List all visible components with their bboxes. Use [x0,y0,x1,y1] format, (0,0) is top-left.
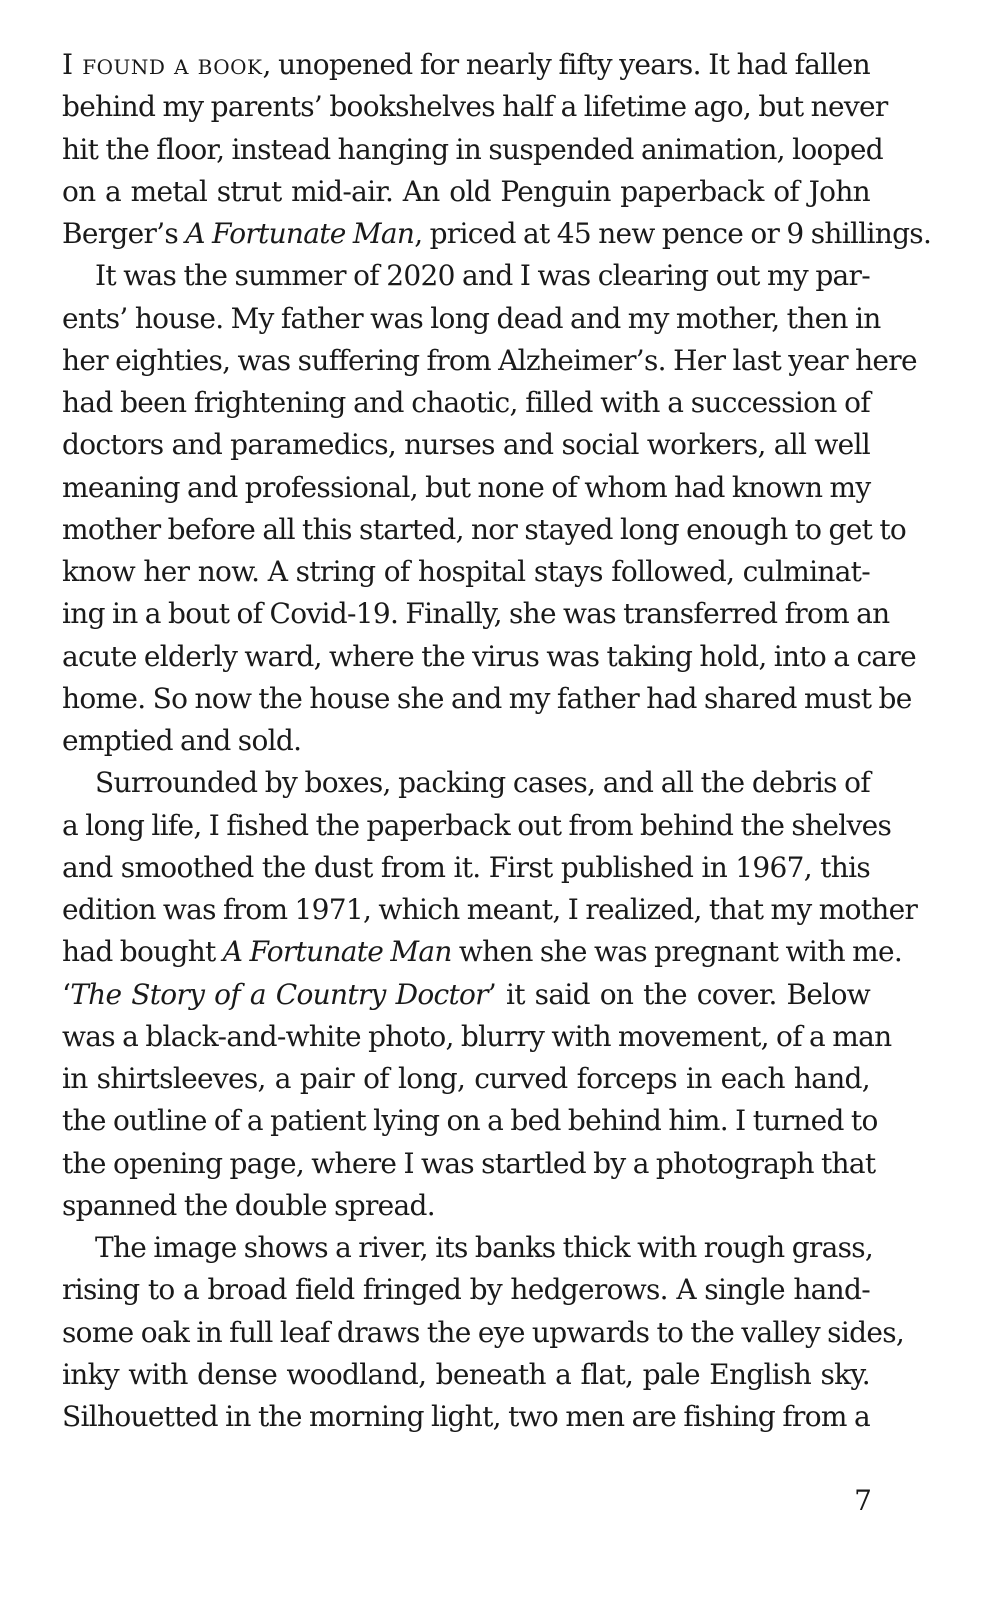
text-line [62,255,870,297]
text-line [62,44,870,86]
text-run: some oak in full leaf draws the eye upwards to the valley sides, [62,1315,905,1349]
text-line [62,86,888,128]
text-run: emptied and sold. [62,724,302,757]
text-line [62,1143,876,1185]
text-run: know her now. A string of hospital stays followed, culminat- [62,555,870,588]
text-line [62,1354,870,1396]
text-line [62,1016,892,1058]
text-run: spanned the double spread. [62,1188,435,1222]
text-line [62,382,870,424]
text-run: doctors and paramedics, nurses and social workers, all well [62,428,870,462]
text-line [62,129,883,171]
text-line [62,762,870,804]
text-line [62,931,903,973]
text-run: her eighties, was suffering from Alzheimer’s. Her last year here [62,343,917,377]
text-line [62,1058,870,1100]
text-line [62,509,907,551]
text-run: hit the floor, instead hanging in suspended animation, looped [62,132,883,166]
text-run: Silhouetted in the morning light, two men are fishing from a [62,1400,870,1433]
body-text [62,44,932,1438]
text-run: a long life, I fished the paperback out from behind the shelves [62,808,892,842]
italic-title: The Story of a Country Doctor [70,977,488,1011]
text-run: was a black-and-white photo, blurry with movement, of a man [62,1019,892,1053]
text-line [62,1396,870,1438]
text-run: behind my parents’ bookshelves half a lifetime ago, but never [62,90,888,124]
text-run: acute elderly ward, where the virus was taking hold, into a care [62,639,916,673]
text-line [62,298,881,340]
paragraph [62,255,917,762]
text-run: in shirtsleeves, a pair of long, curved forceps in each hand, [62,1062,870,1095]
text-run: meaning and professional, but none of whom had known my [62,470,871,504]
page-number: 7 [854,1484,872,1517]
text-line [62,1312,905,1354]
text-run: the outline of a patient lying on a bed behind him. I turned to [62,1104,878,1138]
text-run: Berger’s [62,217,186,250]
text-line [62,974,870,1016]
paragraph [62,44,932,255]
text-line [62,340,917,382]
text-line [62,720,870,762]
text-line [62,678,912,720]
text-run: home. So now the house she and my father had shared must be [62,681,912,715]
text-line [62,1100,878,1142]
text-line [62,1269,870,1311]
text-run: on a metal strut mid-air. An old Penguin paperback of John [62,174,870,208]
text-run: It was the summer of 2020 and I was clearing out my par- [95,259,870,293]
paragraph [62,762,918,1227]
text-run: rising to a broad field fringed by hedgerows. A single hand- [62,1273,870,1307]
text-run: ing in a bout of Covid-19. Finally, she was transferred from an [62,597,890,631]
text-run: and smoothed the dust from it. First published in 1967, this [62,850,870,884]
text-run: Surrounded by boxes, packing cases, and all the debris of [95,766,870,800]
text-line [62,171,870,213]
text-run: mother before all this started, nor stayed long enough to get to [62,512,907,546]
text-run: when she was pregnant with me. [451,935,903,969]
text-run: , unopened for nearly fifty years. It had fallen [262,48,871,81]
text-run: the opening page, where I was startled by a photograph that [62,1146,876,1180]
text-run: ents’ house. My father was long dead and my mother, then in [62,301,881,335]
text-line [62,551,870,593]
text-run: inky with dense woodland, beneath a flat, pale English sky. [62,1357,870,1391]
text-line [62,889,918,931]
text-line [62,805,892,847]
text-run: The image shows a river, its banks thick with rough grass, [95,1231,874,1264]
text-run: ’ it said on the cover. Below [487,977,870,1011]
paragraph [62,1227,905,1438]
italic-title: A Fortunate Man [185,217,415,250]
text-line [62,847,870,889]
text-line [62,593,890,635]
text-line [62,636,916,678]
text-line [62,467,870,509]
text-line [62,424,870,466]
text-run: edition was from 1971, which meant, I realized, that my mother [62,893,918,926]
italic-title: A Fortunate Man [222,935,452,969]
text-run: ‘ [62,977,71,1011]
text-line [62,1185,870,1227]
text-run: had bought [62,935,223,969]
text-line [62,213,932,255]
text-line [62,1227,874,1269]
text-run: , priced at 45 new pence or 9 shillings. [414,217,932,250]
small-caps-opening: I found a book [62,48,263,81]
text-run: had been frightening and chaotic, filled with a succession of [62,386,870,419]
